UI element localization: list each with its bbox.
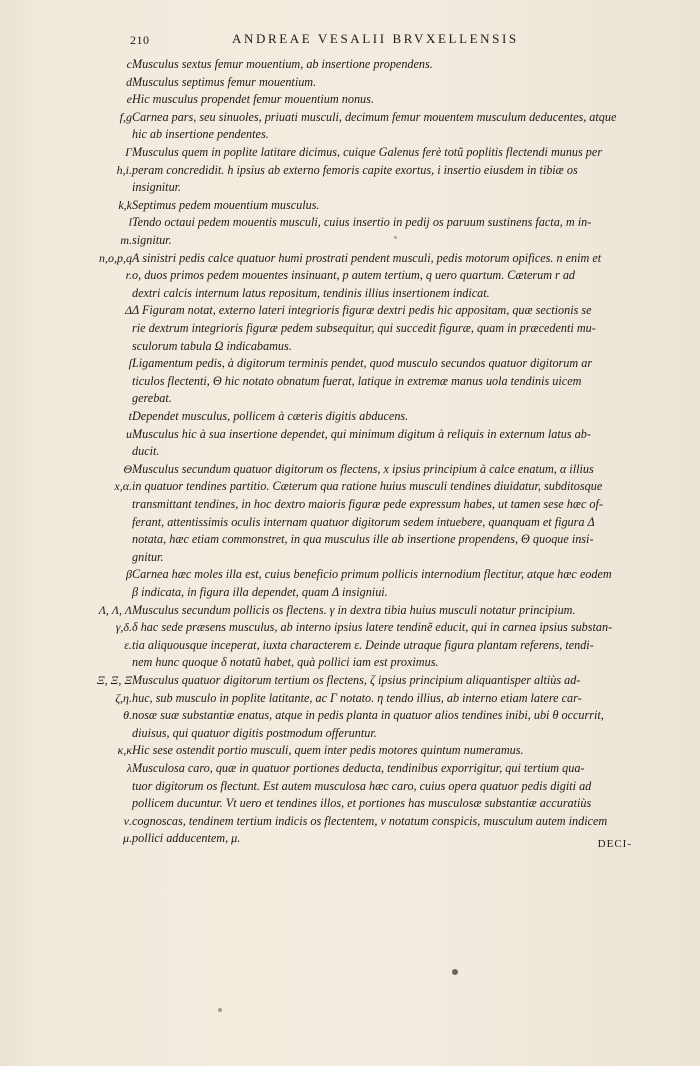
text-line: [0, 355, 700, 372]
line-text: A sinistri pedis calce quatuor humi prostrati pendent musculi, pedis motorum opifices. n enim et: [132, 250, 602, 265]
line-text: Musculosa caro, quæ in quatuor portiones deducta, tendinibus exporrigitur, qui tertium qua-: [132, 761, 585, 775]
margin-marker: e: [126, 92, 132, 107]
text-line: [0, 496, 700, 513]
line-text: nosæ suæ substantiæ enatus, atque in pedis planta in quatuor alios tendines inibi, ubi θ occurrit,: [132, 708, 604, 723]
margin-marker: Θ: [123, 461, 132, 476]
line-text: pollicem ducuntur. Vt uero et tendines illos, et portiones has musculosæ substantiæ accuratiùs: [132, 796, 592, 811]
line-text: Musculus secundum quatuor digitorum os flectens, x ipsius principium à calce enatum, α illius: [132, 461, 594, 476]
text-line: [0, 250, 700, 267]
text-line: [0, 126, 700, 143]
margin-marker: θ.: [123, 708, 132, 723]
margin-marker: l: [128, 215, 132, 230]
text-line: [0, 144, 700, 161]
line-text: huc, sub musculo in poplite latitante, ac Γ notato. η tendo illius, ab interno etiam latere car-: [132, 690, 582, 705]
line-text: Ligamentum pedis, à digitorum terminis pendet, quod musculo secundos quatuor digitorum ar: [132, 356, 593, 371]
text-line: [0, 760, 700, 777]
line-text: nem hunc quoque δ notatũ habet, quà pollici iam est proximus.: [132, 655, 439, 670]
text-line: [0, 830, 700, 847]
line-text: Musculus sextus femur mouentium, ab insertione propendens.: [132, 57, 433, 71]
line-text: ticulos flectenti, Θ hic notato obnatum fuerat, latique in extremæ manus uola tendinis uicem: [132, 373, 582, 388]
margin-marker: κ,κ: [117, 743, 132, 758]
page-header: [0, 30, 700, 50]
line-text: rie dextrum integrioris figuræ pedem subsequitur, qui succedit figuræ, quam in præcedenti mu-: [132, 321, 596, 335]
line-text: Carnea hæc moles illa est, cuius beneficio primum pollicis internodium flectitur, atque hæc eodem: [132, 567, 612, 582]
line-text: in quatuor tendines partitio. Cæterum qua ratione huius musculi tendines diuidatur, subditosque: [132, 479, 603, 494]
margin-marker: k,k: [118, 197, 132, 212]
line-text: pollici adducentem, μ.: [132, 831, 241, 846]
line-text: sculorum tabula Ω indicabamus.: [132, 338, 292, 353]
text-line: [0, 742, 700, 759]
text-line: [0, 778, 700, 795]
line-text: Musculus quatuor digitorum tertium os flectens, ζ ipsius principium aliquantisper altiùs ad-: [132, 673, 581, 687]
line-text: tuor digitorum os flectunt. Est autem musculosa hæc caro, cuius opera quatuor pedis digiti ad: [132, 778, 592, 793]
margin-marker: u: [126, 426, 132, 441]
paper-spot: [452, 969, 458, 975]
text-line: [0, 795, 700, 812]
line-text: ferant, attentissimis oculis internam quatuor digitorum sedem intuebere, quanquam et figura Δ: [132, 514, 595, 529]
text-line: [0, 549, 700, 566]
page-number: 210: [130, 33, 150, 47]
line-text: δ hac sede præsens musculus, ab interno ipsius latere tendinẽ educit, qui in carnea ipsius substan-: [132, 620, 613, 635]
line-text: Musculus quem in poplite latitare dicimus, cuique Galenus ferè totũ poplitis flectendi munus per: [132, 145, 603, 159]
line-text: ducit.: [132, 444, 160, 459]
line-text: Hic musculus propendet femur mouentium nonus.: [132, 92, 374, 107]
text-line: [0, 408, 700, 425]
line-text: insignitur.: [132, 180, 182, 195]
text-line: [0, 74, 700, 91]
line-text: Musculus secundum pollicis os flectens. γ in dextra tibia huius musculi notatur principium.: [132, 602, 576, 617]
margin-marker: n,o,p,q: [99, 250, 132, 265]
catchword: DECI-: [597, 838, 632, 850]
text-line: [0, 461, 700, 478]
line-text: gnitur.: [132, 549, 164, 564]
line-text: Musculus hic à sua insertione dependet, qui minimum digitum à reliquis in externum latus ab-: [132, 426, 591, 441]
line-text: Δ Figuram notat, externo lateri integrioris figuræ dextri pedis hic appositam, quæ sectionis se: [132, 303, 592, 318]
text-line: [0, 232, 700, 249]
line-text: Tendo octaui pedem mouentis musculi, cuius insertio in pedij os paruum sustinens facta, m in-: [132, 215, 592, 230]
margin-marker: β: [126, 567, 132, 582]
margin-marker: γ,δ.: [115, 620, 132, 635]
text-line: [0, 197, 700, 214]
line-text: gerebat.: [132, 391, 172, 406]
margin-marker: Λ, Λ, Λ: [98, 602, 132, 617]
line-text: Musculus septimus femur mouentium.: [132, 74, 317, 89]
text-line: [0, 619, 700, 636]
text-line: [0, 514, 700, 531]
margin-marker: h,i.: [116, 162, 132, 177]
margin-marker: ε.: [124, 637, 132, 652]
line-text: Hic sese ostendit portio musculi, quem inter pedis motores quintum numeramus.: [132, 743, 524, 758]
text-line: [0, 654, 700, 671]
paper-spot: [394, 236, 397, 239]
text-line: [0, 690, 700, 707]
margin-marker: λ: [126, 761, 132, 775]
text-line: [0, 56, 700, 73]
line-text: hic ab insertione pendentes.: [132, 127, 269, 142]
line-text: dextri calcis internum latus repositum, tendinis illius insertionem indicat.: [132, 285, 490, 300]
line-text: Dependet musculus, pollicem à cæteris digitis abducens.: [132, 409, 409, 423]
margin-marker: μ.: [122, 831, 132, 846]
margin-marker: m.: [120, 233, 132, 247]
margin-marker: f,g: [119, 109, 132, 124]
margin-marker: c: [126, 57, 132, 71]
text-line: [0, 91, 700, 108]
text-line: [0, 426, 700, 443]
line-text: notata, hæc etiam commonstret, in qua musculus ille ab insertione propendens, Θ quoque insi-: [132, 532, 594, 547]
margin-marker: r.: [125, 268, 132, 283]
text-line: [0, 637, 700, 654]
margin-marker: ν.: [123, 813, 132, 828]
line-text: transmittant tendines, in hoc dextro maioris figuræ pede expressum habes, ut tamen sese hæc of-: [132, 497, 603, 511]
line-text: diuisus, qui quatuor digitis postmodum offeruntur.: [132, 725, 377, 740]
margin-marker: Γ: [125, 145, 132, 159]
margin-marker: x,α.: [114, 479, 132, 494]
margin-marker: Δ: [124, 303, 132, 318]
line-text: o, duos primos pedem mouentes insinuant, p autem tertium, q uero quartum. Cæterum r ad: [132, 268, 576, 283]
margin-marker: ζ,η.: [115, 690, 132, 705]
margin-marker: d: [126, 74, 132, 89]
text-line: [0, 373, 700, 390]
text-line: [0, 390, 700, 407]
line-text: β indicata, in figura illa dependet, quam Δ insigniui.: [132, 585, 388, 599]
text-line: [0, 725, 700, 742]
text-line: [0, 179, 700, 196]
text-line: [0, 478, 700, 495]
text-line: [0, 584, 700, 601]
line-text: signitur.: [132, 233, 172, 247]
text-line: [0, 813, 700, 830]
text-line: [0, 320, 700, 337]
margin-marker: ſ: [128, 356, 132, 371]
text-line: [0, 162, 700, 179]
text-line: [0, 302, 700, 319]
text-line: [0, 214, 700, 231]
text-line: [0, 531, 700, 548]
text-line: [0, 285, 700, 302]
text-line: [0, 109, 700, 126]
line-text: tia aliquousque inceperat, iuxta characterem ε. Deinde utraque figura plantam referens, tendi-: [132, 637, 594, 652]
line-text: Carnea pars, seu sinuoles, priuati musculi, decimum femur mouentem musculum deducentes, atque: [132, 109, 617, 124]
running-head: ANDREAE VESALII BRVXELLENSIS: [232, 31, 519, 46]
text-line: [0, 267, 700, 284]
text-line: [0, 672, 700, 689]
margin-marker: t: [128, 409, 132, 423]
margin-marker: Ξ, Ξ, Ξ: [96, 673, 132, 687]
text-line: [0, 602, 700, 619]
text-line: [0, 707, 700, 724]
text-line: [0, 443, 700, 460]
paper-spot: [218, 1008, 222, 1012]
line-text: Septimus pedem mouentium musculus.: [132, 197, 320, 212]
line-text: peram concredidit. h ipsius ab externo femoris capite exortus, i insertio eiusdem in tibiæ os: [132, 162, 578, 177]
text-line: [0, 338, 700, 355]
line-text: cognoscas, tendinem tertium indicis os flectentem, ν notatum conspicis, musculum autem indicem: [132, 813, 608, 828]
text-line: [0, 566, 700, 583]
